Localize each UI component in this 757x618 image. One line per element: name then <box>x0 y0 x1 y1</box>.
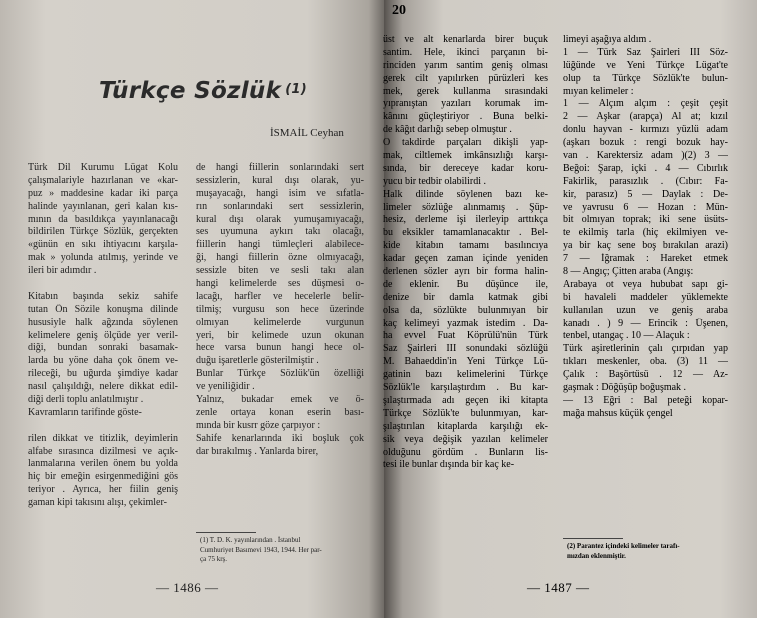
text-line: mının da basıldıkça yayınlanacağı <box>28 213 178 225</box>
text-line: de hangi fiillerin sonlarındaki sert <box>196 162 364 173</box>
text-line: mek, gerek kullanma sırasındaki <box>383 85 548 97</box>
text-line: mıyan kelimeler : <box>563 85 634 97</box>
text-line <box>28 278 178 291</box>
text-line: limeler sözlüğe alınmamış . Şüp- <box>383 201 548 213</box>
text-line: sessizlerin, kural dışı olarak, yu- <box>196 174 364 186</box>
text-line: tıkları meskenler, oba. (3) 11 — <box>563 356 728 368</box>
text-line: Bunlar Türkçe Sözlük'ün özelliği <box>196 368 364 380</box>
text-line: yucu bir tedbir olabilirdi . <box>383 175 487 187</box>
text-line: Saz Şairleri III sonundaki sözlüğü <box>383 343 548 355</box>
text-line: mağa mahsus küçük çengel <box>563 407 673 419</box>
text-line: ça 75 krş. <box>200 555 228 563</box>
text-line: kadar geçen zaman içinde yeniden <box>383 253 548 265</box>
text-line: kullanılan uzun ve geniş araba <box>563 304 728 316</box>
text-line: hangi kelimelerde ses düşmesi o- <box>196 278 364 290</box>
text-line: ve yavrusu 6 — Hozan : Mün- <box>563 201 728 213</box>
text-line: kural dışı olarak yumuşamıyacağı, <box>196 213 364 225</box>
text-line: Kavramların tarifinde göste- <box>28 406 142 418</box>
text-line: de kâğıt darlığı sebep olmuştur . <box>383 124 512 136</box>
text-line: larda bu yöne daha çok önem ve- <box>28 355 178 367</box>
top-page-marker: 20 <box>392 3 406 18</box>
text-line: mında bir kusrr göze çarpıyor : <box>196 419 321 431</box>
text-line: hesiz, derleme işi ilerleyip arttıkça <box>383 214 548 226</box>
text-line: denize bir damla katmak gibi <box>383 291 548 303</box>
text-line: lanmalarına verilen önem bu yolda <box>28 458 178 470</box>
text-line: Çalık : Başörtüsü . 12 — Az- <box>563 369 728 381</box>
text-line: «günün en sıkı ihtiyacını karşıla- <box>28 239 178 251</box>
text-line: Kitabın başında sekiz sahife <box>28 290 178 302</box>
text-line: Cumhuriyet Basımevi 1943, 1944. Her par- <box>200 545 322 554</box>
text-line: mak » yolunda atılmış, yerinde ve <box>28 252 178 264</box>
article-title: Türkçe Sözlük $^{(1)}$ <box>99 78 308 104</box>
text-line: duğu işaretlerle gösterilmiştir . <box>196 355 319 367</box>
text-line: dar bırakılmış . Yanlarda birer, <box>196 445 319 457</box>
text-line: 1 — Türk Saz Şairleri III Söz- <box>563 46 728 58</box>
text-line: gerek cilt yapılırken pürüzleri kes <box>383 72 548 84</box>
left-column-1 <box>28 162 178 510</box>
text-line: hiç bir emeğin esirgenmediğini gös <box>28 471 178 483</box>
text-line: bildirilen Türkçe Sözlük, gerçekten <box>28 226 178 238</box>
left-page-number: — 1486 — <box>156 580 219 595</box>
text-line: ileri bir adımdır . <box>28 265 97 277</box>
text-line: gatinin bazı kelimelerini Türkçe <box>383 369 548 381</box>
text-line: donlu hayvan - kırmızı yüzlü adam <box>563 124 728 136</box>
text-line: fiillerin hangi tümleçleri alabilece- <box>196 239 364 251</box>
text-line: kânını güçleştiriyor . Buna belki- <box>383 111 548 123</box>
text-line: çalışmalariyle hazırlanan ve «kar- <box>28 174 178 186</box>
text-line: kide kitabın tamamı basılıncıya <box>383 240 548 252</box>
text-line: Halk dilinde söylenen bazı ke- <box>383 188 548 200</box>
text-line: limeyi aşağıya aldım . <box>563 34 652 45</box>
text-line: Arabaya ot veya hububat sapı gi- <box>563 278 728 290</box>
text-line: gaşmak : Döğüşüp boğuşmak . <box>563 382 687 394</box>
text-line: (2) Parantez içindeki kelimeler tarafı- <box>567 542 680 550</box>
text-line: tilmiş; vurgusu son hece üzerinde <box>196 303 364 315</box>
right-column-2 <box>563 34 728 421</box>
text-line: kaç kelimeyi yazmak istedim . Da- <box>383 317 548 329</box>
text-line: nasıl çalışıldığı, nelere dikkat edil- <box>28 381 178 393</box>
text-line: van . Karektersiz adam )(2) 3 — <box>563 150 728 162</box>
footnote-rule <box>196 532 256 533</box>
text-line: — 13 Eğri : Bal peteği kopar- <box>563 394 728 406</box>
text-line: yeri, bir kelimede uzun okunan <box>196 329 364 341</box>
text-line: olduğunu gördüm . Bunların lis- <box>383 446 548 458</box>
text-line: tesi ile bunlar dışında bir kaç ke- <box>383 459 515 471</box>
text-line: Yalnız, bukadar emek ve ö- <box>196 394 364 406</box>
text-line: yıpranıştan yazıları korumak im- <box>383 98 548 110</box>
text-line: alfabe sırasınca dizilmesi ve açık- <box>28 445 178 457</box>
text-line: 7 — İğramak : Hareket etmek <box>563 253 728 265</box>
text-line: zenle ortaya konan eserin bası- <box>196 406 364 418</box>
text-line: (aşkarı bozuk : rengi bozuk hay- <box>563 137 728 149</box>
text-line: halinde yayınlanan, geri kalan kıs- <box>28 200 178 212</box>
text-line: 2 — Aşkar (arapça) Al at; kızıl <box>563 111 728 123</box>
text-line: muşayacağı, hangi isim ve sıfatla- <box>196 187 364 199</box>
text-line: Türkçe Sözlük'te bulunmıyan, kar- <box>383 407 548 419</box>
text-line: sik veya değişik yazılan kelimeler <box>383 433 548 445</box>
text-line: sessizle biten ve sesli takı alan <box>196 265 364 277</box>
text-line: te ekilmiş tarla (hiç ekilmiyen ve- <box>563 227 728 239</box>
text-line: M. Bahaeddin'in Yeni Türkçe Lü- <box>383 356 548 368</box>
left-column-2 <box>196 162 364 458</box>
text-line: teriyor . Ayrıca, her fiilin geniş <box>28 484 178 496</box>
text-line: Beğoi: Şarap, içki . 4 — Cıbırlık <box>563 162 728 174</box>
text-line: rileceği, bu uğurda şimdiye kadar <box>28 368 178 380</box>
text-line: olsa da, sözlükte bulunmıyan bir <box>383 304 548 316</box>
text-line: ği, hangi fiillerin özne olmıyacağı, <box>196 252 364 264</box>
text-line: üst ve alt kenarlarda birer buçuk <box>383 34 548 45</box>
text-line: ses uyumuna aykırı takı olacağı, <box>196 226 364 238</box>
text-line: rinciden yarım santim geniş olması <box>383 59 548 71</box>
text-line: lacağı, harfler ve hecelerle belir- <box>196 290 364 302</box>
text-line <box>28 420 178 433</box>
left-footnote <box>200 536 370 565</box>
text-line: olmıyan kelimelerde vurgunun <box>196 316 364 328</box>
text-line: olup ta Türkçe Sözlük'te bulun- <box>563 72 728 84</box>
text-line: rilen dikkat ve titizlik, deyimlerin <box>28 432 178 444</box>
text-line: ve yeniliğidir . <box>196 381 255 393</box>
text-line: kelimelere geniş ölçüde yer veril- <box>28 329 178 341</box>
text-line: bi havaleli maddeler yüklemekte <box>563 291 728 303</box>
footnote-rule-right <box>563 538 623 539</box>
text-line: ha evvel Fuat Köprülü'nün Türk <box>383 330 548 342</box>
text-line: Fakirlik, parasızlık . (Cıbır: Fa- <box>563 175 728 187</box>
text-line: tenbel, utangaç . 10 — Alaçuk : <box>563 330 690 342</box>
right-column-1 <box>383 34 548 472</box>
text-line: (1) T. D. K. yayınlarından . İstanbul <box>200 536 301 544</box>
title-footnote-marker: (1) <box>285 82 308 97</box>
text-line: mızdan eklenmiştir. <box>567 551 626 560</box>
text-line: bu eksikler tamamlanacaktır . Bel- <box>383 227 548 239</box>
text-line: 1 — Alçım alçım : çeşit çeşit <box>563 98 728 110</box>
text-line: puz » maddesine kadar iki parça <box>28 187 178 199</box>
text-line: şılaştırılan kitaplarda karşılığı ek- <box>383 420 548 432</box>
text-line: derlenen sözler ayrı bir forma halin- <box>383 266 548 278</box>
text-line: O takdirde parçaları dikişli yap- <box>383 137 548 149</box>
text-line: rın sonlarındaki sert sessizlerin, <box>196 200 364 212</box>
text-line: hususiyle halk ağzında söylenen <box>28 316 178 328</box>
text-line: santim. Hele, ikinci parçanın bi- <box>383 46 548 58</box>
text-line: mak, ciltlemek imkânsızlığı karşı- <box>383 150 548 162</box>
text-line: ya bir kaç sene boş bırakılan arazi) <box>563 240 728 252</box>
right-page-number: — 1487 — <box>527 580 590 595</box>
text-line: hece varsa bunun hangi hece ol- <box>196 342 364 354</box>
text-line: kanadı . ) 9 — Erincik : Üşenen, <box>563 317 728 329</box>
text-line: diği derli toplu anlatılmıştır . <box>28 394 144 406</box>
text-line: Sözlük'le karşılaştırdım . Bu kar- <box>383 382 548 394</box>
text-line: tutan Ön Sözile konuşma dilinde <box>28 303 178 315</box>
text-line: de eklenir. Bu düşünce ile, <box>383 278 548 290</box>
text-line: lüğünde ve Yeni Türkçe Lügat'te <box>563 59 728 71</box>
text-line: gaman kipi takısını alışı, çekimler- <box>28 497 167 509</box>
text-line: kir, parasız) 5 — Daylak : De- <box>563 188 728 200</box>
text-line: şılaştırmada adı geçen iki kitapta <box>383 394 548 406</box>
text-line: 8 — Angıç; Çitten araba (Angış: <box>563 266 694 278</box>
right-footnote <box>567 542 737 561</box>
text-line: Türk aşiretlerinin çalı çırpıdan yap <box>563 343 728 355</box>
author-name: İSMAİL Ceyhan <box>270 127 344 139</box>
text-line: diği, bundan sonraki basamak- <box>28 342 178 354</box>
text-line: Sahife kenarlarında iki boşluk çok <box>196 432 364 444</box>
text-line: sında, bir dereceye kadar koru- <box>383 162 548 174</box>
text-line: Türk Dil Kurumu Lügat Kolu <box>28 162 178 173</box>
text-line: bit olmıyan toprak; iki sene üsüts- <box>563 214 728 226</box>
